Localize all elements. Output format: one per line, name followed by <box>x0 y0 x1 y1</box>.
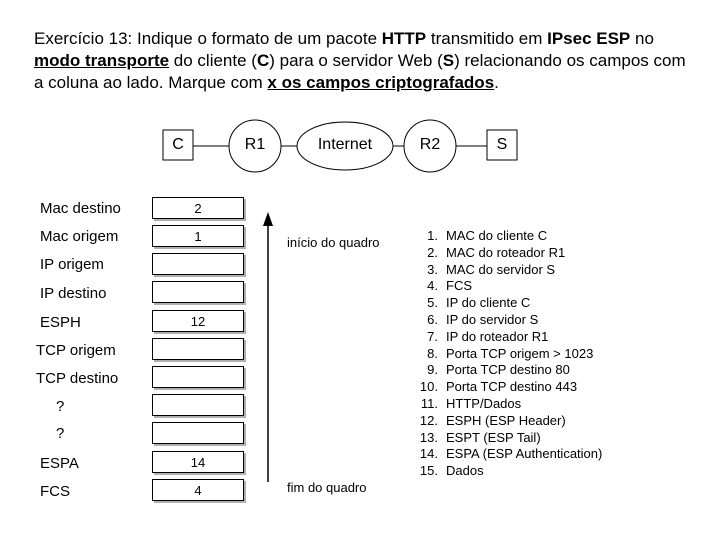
field-box-ip-origem[interactable] <box>152 253 244 275</box>
frame-end-note: fim do quadro <box>287 480 367 495</box>
server-label: S <box>496 136 508 153</box>
legend-text: ESPT (ESP Tail) <box>446 429 541 445</box>
field-box-esph[interactable]: 12 <box>152 310 244 332</box>
row-label-unknown-1: ? <box>56 398 65 415</box>
legend-number: 1. <box>427 228 438 243</box>
router1-label: R1 <box>244 136 266 153</box>
field-box-unknown-2[interactable] <box>152 422 244 444</box>
legend-number: 12. <box>419 412 438 428</box>
row-label-ip-origem: IP origem <box>40 256 104 273</box>
row-label-unknown-2: ? <box>56 425 65 442</box>
legend-text: MAC do roteador R1 <box>446 244 566 260</box>
field-box-ip-destino[interactable] <box>152 281 244 303</box>
legend-text: ESPA (ESP Authentication) <box>446 446 603 462</box>
legend-text: ESPH (ESP Header) <box>446 412 566 428</box>
row-label-tcp-origem: TCP origem <box>36 342 116 359</box>
field-legend <box>408 228 668 483</box>
row-label-espa: ESPA <box>40 455 79 472</box>
legend-number: 10. <box>419 379 438 395</box>
legend-number: 2. <box>427 244 438 260</box>
legend-text: Porta TCP destino 443 <box>446 379 578 395</box>
legend-text: Dados <box>446 463 484 479</box>
row-label-mac-destino: Mac destino <box>40 200 121 217</box>
legend-number: 3. <box>427 261 438 277</box>
legend-number: 6. <box>427 312 438 327</box>
router2-label: R2 <box>419 136 441 153</box>
row-label-tcp-destino: TCP destino <box>36 370 119 387</box>
field-box-mac-origem[interactable]: 1 <box>152 225 244 247</box>
legend-text: MAC do cliente C <box>446 228 548 243</box>
legend-number: 11. <box>420 396 438 411</box>
row-label-esph: ESPH <box>40 314 81 331</box>
legend-number: 15. <box>419 463 438 479</box>
legend-text: Porta TCP origem > 1023 <box>446 345 594 361</box>
field-box-espa[interactable]: 14 <box>152 451 244 473</box>
client-label: C <box>172 136 184 153</box>
legend-text: HTTP/Dados <box>446 396 522 411</box>
exercise-title: Exercício 13: Indique o formato de um pacote HTTP transmitido em IPsec ESP no modo transporte do cliente (C) para o servidor Web (S) relacionando os campos com a coluna ao lado. Marque com x os campos criptografados. <box>34 29 686 92</box>
field-box-tcp-destino[interactable] <box>152 366 244 388</box>
legend-text: IP do servidor S <box>446 312 539 327</box>
legend-number: 13. <box>419 429 438 445</box>
row-label-ip-destino: IP destino <box>40 285 107 302</box>
legend-text: FCS <box>446 278 472 294</box>
frame-arrow-head <box>263 212 273 226</box>
field-box-tcp-origem[interactable] <box>152 338 244 360</box>
row-label-fcs: FCS <box>40 483 70 500</box>
frame-start-note: início do quadro <box>287 235 380 250</box>
field-box-mac-destino[interactable]: 2 <box>152 197 244 219</box>
legend-number: 14. <box>419 446 438 462</box>
legend-text: MAC do servidor S <box>446 261 556 277</box>
field-box-fcs[interactable]: 4 <box>152 479 244 501</box>
legend-number: 4. <box>427 278 438 294</box>
field-box-unknown-1[interactable] <box>152 394 244 416</box>
legend-text: Porta TCP destino 80 <box>446 362 570 378</box>
legend-number: 9. <box>427 362 438 378</box>
legend-text: IP do cliente C <box>446 295 531 311</box>
legend-text: IP do roteador R1 <box>446 328 549 344</box>
legend-number: 5. <box>427 295 438 311</box>
legend-number: 8. <box>427 345 438 361</box>
row-label-mac-origem: Mac origem <box>40 228 119 245</box>
legend-number: 7. <box>427 328 438 344</box>
internet-label: Internet <box>317 136 373 153</box>
